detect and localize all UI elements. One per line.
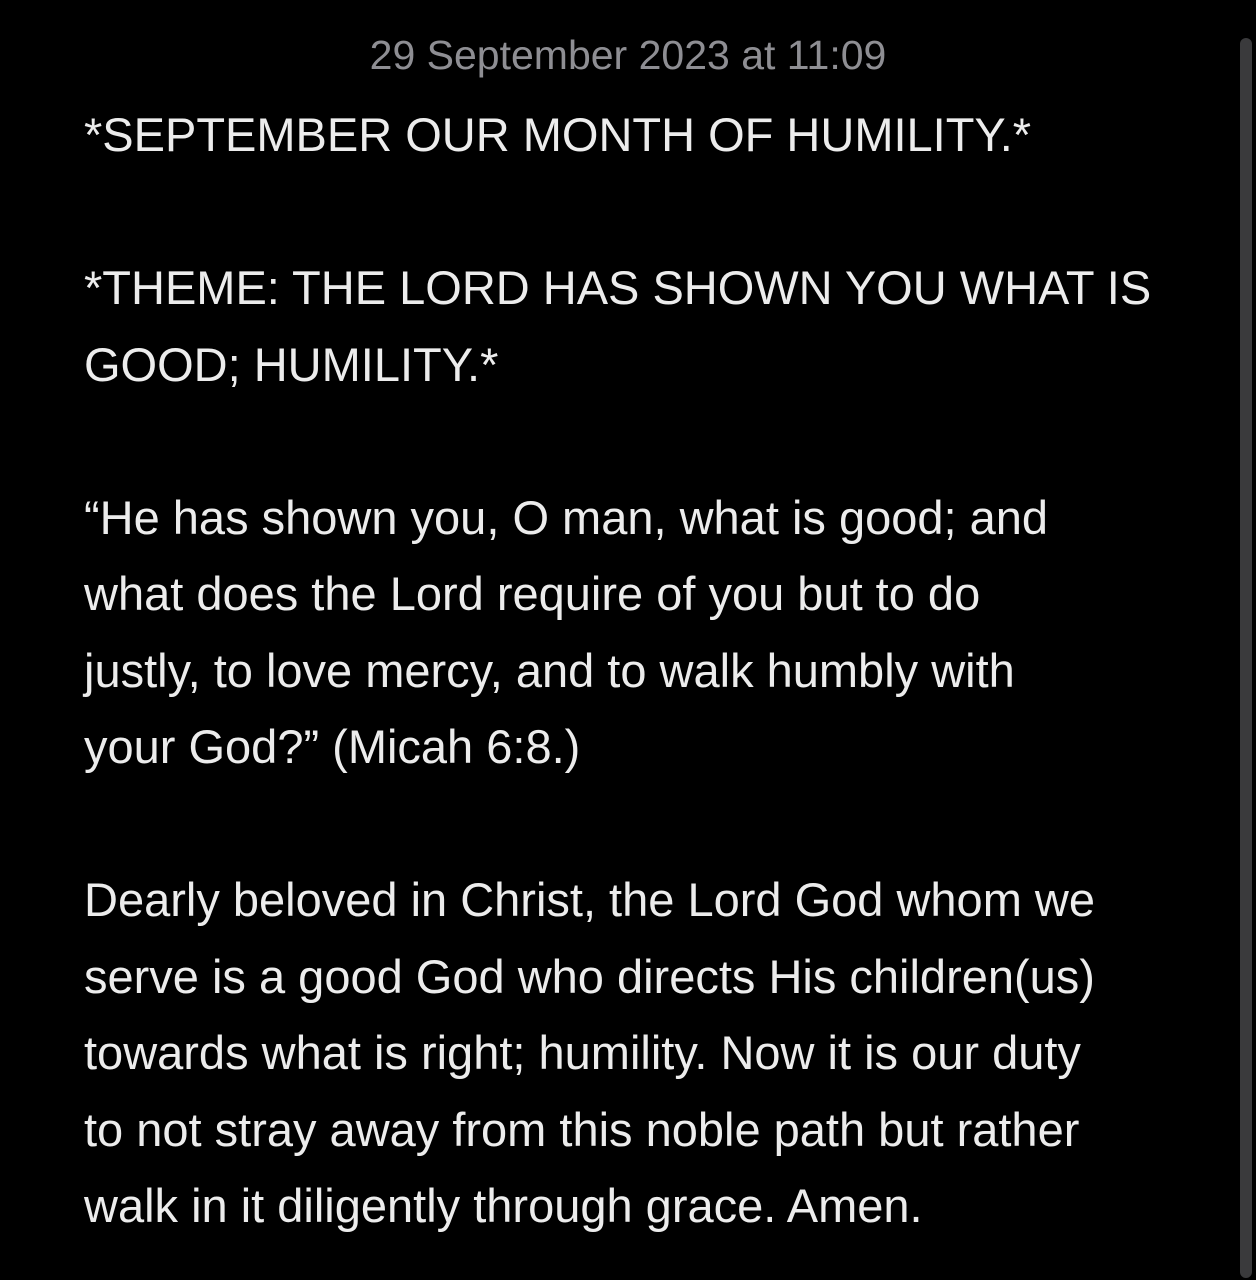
note-paragraph-line: towards what is right; humility. Now it is our duty — [84, 1026, 1081, 1079]
vertical-scrollbar[interactable] — [1240, 38, 1252, 1278]
note-paragraph-line: to not stray away from this noble path but rather — [84, 1102, 1080, 1156]
note-blank-line — [84, 174, 1194, 251]
note-paragraph-line: serve is a good God who directs His children(us) — [84, 949, 1095, 1003]
note-theme-line: GOOD; HUMILITY.* — [84, 337, 499, 391]
note-scripture-line: your God?” (Micah 6:8.) — [84, 720, 581, 773]
note-paragraph-line: Dearly beloved in Christ, the Lord God whom we — [84, 873, 1095, 926]
note-scripture-line: what does the Lord require of you but to do — [84, 567, 981, 620]
note-scripture-line: “He has shown you, O man, what is good; and — [84, 490, 1049, 544]
note-body[interactable] — [84, 97, 1194, 1245]
note-theme-line: *THEME: THE LORD HAS SHOWN YOU WHAT IS — [84, 261, 1152, 314]
note-timestamp: 29 September 2023 at 11:09 — [369, 32, 887, 78]
note-blank-line — [84, 403, 1194, 480]
note-blank-line — [84, 786, 1194, 863]
note-paragraph-line: walk in it diligently through grace. Amen. — [84, 1179, 923, 1232]
scrollbar-thumb[interactable] — [1240, 38, 1252, 1278]
note-scripture-line: justly, to love mercy, and to walk humbly with — [84, 643, 1015, 697]
note-title-line: *SEPTEMBER OUR MONTH OF HUMILITY.* — [84, 108, 1032, 161]
